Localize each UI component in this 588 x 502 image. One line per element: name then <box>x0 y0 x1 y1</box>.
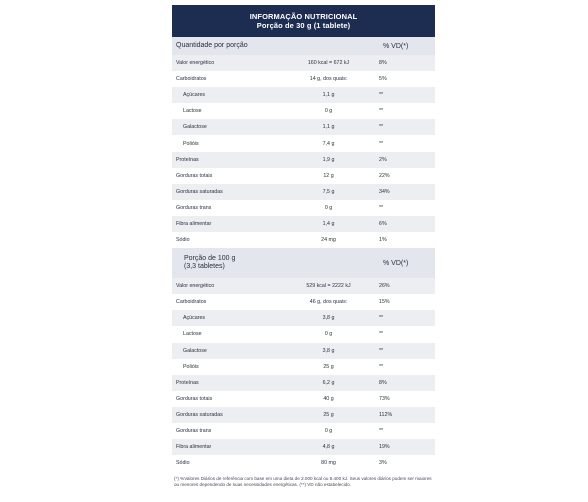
nutrient-daily-value: 73% <box>379 395 390 402</box>
nutrient-daily-value: 112% <box>379 411 393 418</box>
nutrient-name: Valor energético <box>176 283 215 290</box>
nutrient-daily-value: 1% <box>379 237 387 244</box>
nutrient-name: Polióis <box>183 363 199 370</box>
nutrient-daily-value: 8% <box>379 60 387 67</box>
nutrient-amount: 7,4 g <box>322 140 335 147</box>
nutrient-name: Proteínas <box>176 156 199 163</box>
nutrient-name: Galactose <box>183 347 207 354</box>
nutrient-row <box>172 135 435 151</box>
nutrient-amount: 0 g <box>324 428 333 435</box>
nutrient-daily-value: 22% <box>379 172 390 179</box>
daily-value-label: % VD(*) <box>383 42 409 50</box>
nutrient-name: Gorduras totais <box>176 172 213 179</box>
nutrient-amount: 12 g <box>323 172 334 179</box>
nutrient-row <box>172 391 435 407</box>
table-title: INFORMAÇÃO NUTRICIONAL <box>249 12 358 21</box>
nutrient-row <box>172 423 435 439</box>
nutrient-daily-value: ** <box>379 204 384 211</box>
nutrient-row <box>172 55 435 71</box>
nutrient-daily-value: 2% <box>379 156 387 163</box>
nutrient-row <box>172 87 435 103</box>
nutrient-amount: 1,4 g <box>322 220 335 227</box>
nutrient-daily-value: 34% <box>379 188 390 195</box>
nutrient-amount: 160 kcal = 672 kJ <box>307 60 350 67</box>
nutrient-row <box>172 310 435 326</box>
nutrient-amount: 529 kcal = 2222 kJ <box>306 283 351 290</box>
nutrient-row <box>172 71 435 87</box>
section1-column-header <box>172 37 435 55</box>
nutrient-name: Galactose <box>183 124 207 131</box>
nutrient-amount: 0 g <box>324 331 333 338</box>
nutrient-amount: 80 mg <box>321 460 336 467</box>
nutrient-row <box>172 168 435 184</box>
nutrient-amount: 46 g, dos quais: <box>309 299 348 306</box>
nutrient-row <box>172 216 435 232</box>
nutrient-name: Gorduras trans <box>176 204 212 211</box>
nutrient-daily-value: ** <box>379 428 384 435</box>
nutrient-name: Gorduras saturadas <box>176 411 223 418</box>
nutrient-amount: 0 g <box>324 108 333 115</box>
nutrient-name: Lactose <box>183 108 202 115</box>
nutrient-daily-value: 8% <box>379 379 387 386</box>
nutrient-row <box>172 407 435 423</box>
nutrient-daily-value: 5% <box>379 76 387 83</box>
nutrient-daily-value: 26% <box>379 283 390 290</box>
nutrient-name: Fibra alimentar <box>176 444 212 451</box>
nutrient-amount: 40 g <box>323 395 334 402</box>
nutrient-daily-value: 19% <box>379 444 390 451</box>
nutrient-name: Polióis <box>183 140 199 147</box>
nutrient-name: Lactose <box>183 331 202 338</box>
nutrient-name: Proteínas <box>176 379 199 386</box>
nutrient-daily-value: ** <box>379 315 384 322</box>
nutrient-daily-value: ** <box>379 124 384 131</box>
nutrient-daily-value: ** <box>379 108 384 115</box>
nutrient-row <box>172 152 435 168</box>
per-100g-label <box>172 255 383 272</box>
nutrient-row <box>172 359 435 375</box>
table-header <box>172 5 435 37</box>
nutrient-amount: 1,1 g <box>322 92 335 99</box>
nutrient-row <box>172 375 435 391</box>
nutrient-name: Gorduras saturadas <box>176 188 223 195</box>
nutrient-daily-value: 6% <box>379 220 387 227</box>
nutrient-amount: 3,8 g <box>322 347 335 354</box>
nutrient-row <box>172 200 435 216</box>
nutrient-daily-value: ** <box>379 331 384 338</box>
section1-rows <box>172 55 435 248</box>
nutrient-daily-value: ** <box>379 363 384 370</box>
nutrient-amount: 0 g <box>324 204 333 211</box>
nutrient-amount: 25 g <box>323 411 334 418</box>
nutrient-name: Carboidratos <box>176 299 207 306</box>
section2-rows <box>172 278 435 471</box>
nutrient-daily-value: ** <box>379 140 384 147</box>
nutrient-name: Sódio <box>176 460 190 467</box>
nutrient-amount: 1,1 g <box>322 124 335 131</box>
nutrient-row <box>172 119 435 135</box>
nutrient-amount: 14 g, dos quais: <box>309 76 348 83</box>
nutrient-name: Gorduras trans <box>176 428 212 435</box>
per-100g-line1: Porção de 100 g <box>184 254 236 262</box>
nutrient-daily-value: 3% <box>379 460 387 467</box>
nutrient-amount: 25 g <box>323 363 334 370</box>
nutrient-amount: 24 mg <box>321 237 336 244</box>
nutrient-name: Açúcares <box>183 315 206 322</box>
quantity-per-serving-label: Quantidade por porção <box>176 41 248 49</box>
nutrient-row <box>172 294 435 310</box>
nutrient-row <box>172 343 435 359</box>
nutrient-amount: 6,2 g <box>322 379 335 386</box>
nutrient-name: Gorduras totais <box>176 395 213 402</box>
nutrient-row <box>172 326 435 342</box>
nutrition-facts-table <box>172 5 435 489</box>
nutrient-daily-value: 15% <box>379 299 390 306</box>
serving-size: Porção de 30 g (1 tablete) <box>256 21 351 30</box>
nutrient-amount: 3,8 g <box>322 315 335 322</box>
nutrient-name: Carboidratos <box>176 76 207 83</box>
nutrient-name: Açúcares <box>183 92 206 99</box>
nutrient-row <box>172 103 435 119</box>
nutrient-name: Sódio <box>176 237 190 244</box>
nutrient-row <box>172 278 435 294</box>
nutrient-row <box>172 232 435 248</box>
nutrient-name: Valor energético <box>176 60 215 67</box>
nutrient-daily-value: ** <box>379 347 384 354</box>
nutrient-row <box>172 439 435 455</box>
footnote: (*) %Valores Diários de referência com base em uma dieta de 2.000 kcal ou 8.400 kJ. Seus valores diários podem ser maiores ou menores dependendo de suas necessidades energéticas. (**) VD não estabelecido. <box>174 476 432 488</box>
nutrient-row <box>172 455 435 471</box>
daily-value-label: % VD(*) <box>383 259 409 267</box>
nutrient-amount: 1,9 g <box>322 156 335 163</box>
nutrient-daily-value: ** <box>379 92 384 99</box>
per-100g-line2: (3,3 tabletes) <box>184 263 225 271</box>
nutrient-name: Fibra alimentar <box>176 220 212 227</box>
nutrient-amount: 7,5 g <box>322 188 335 195</box>
nutrient-amount: 4,8 g <box>322 444 335 451</box>
nutrient-row <box>172 184 435 200</box>
section2-column-header <box>172 248 435 278</box>
